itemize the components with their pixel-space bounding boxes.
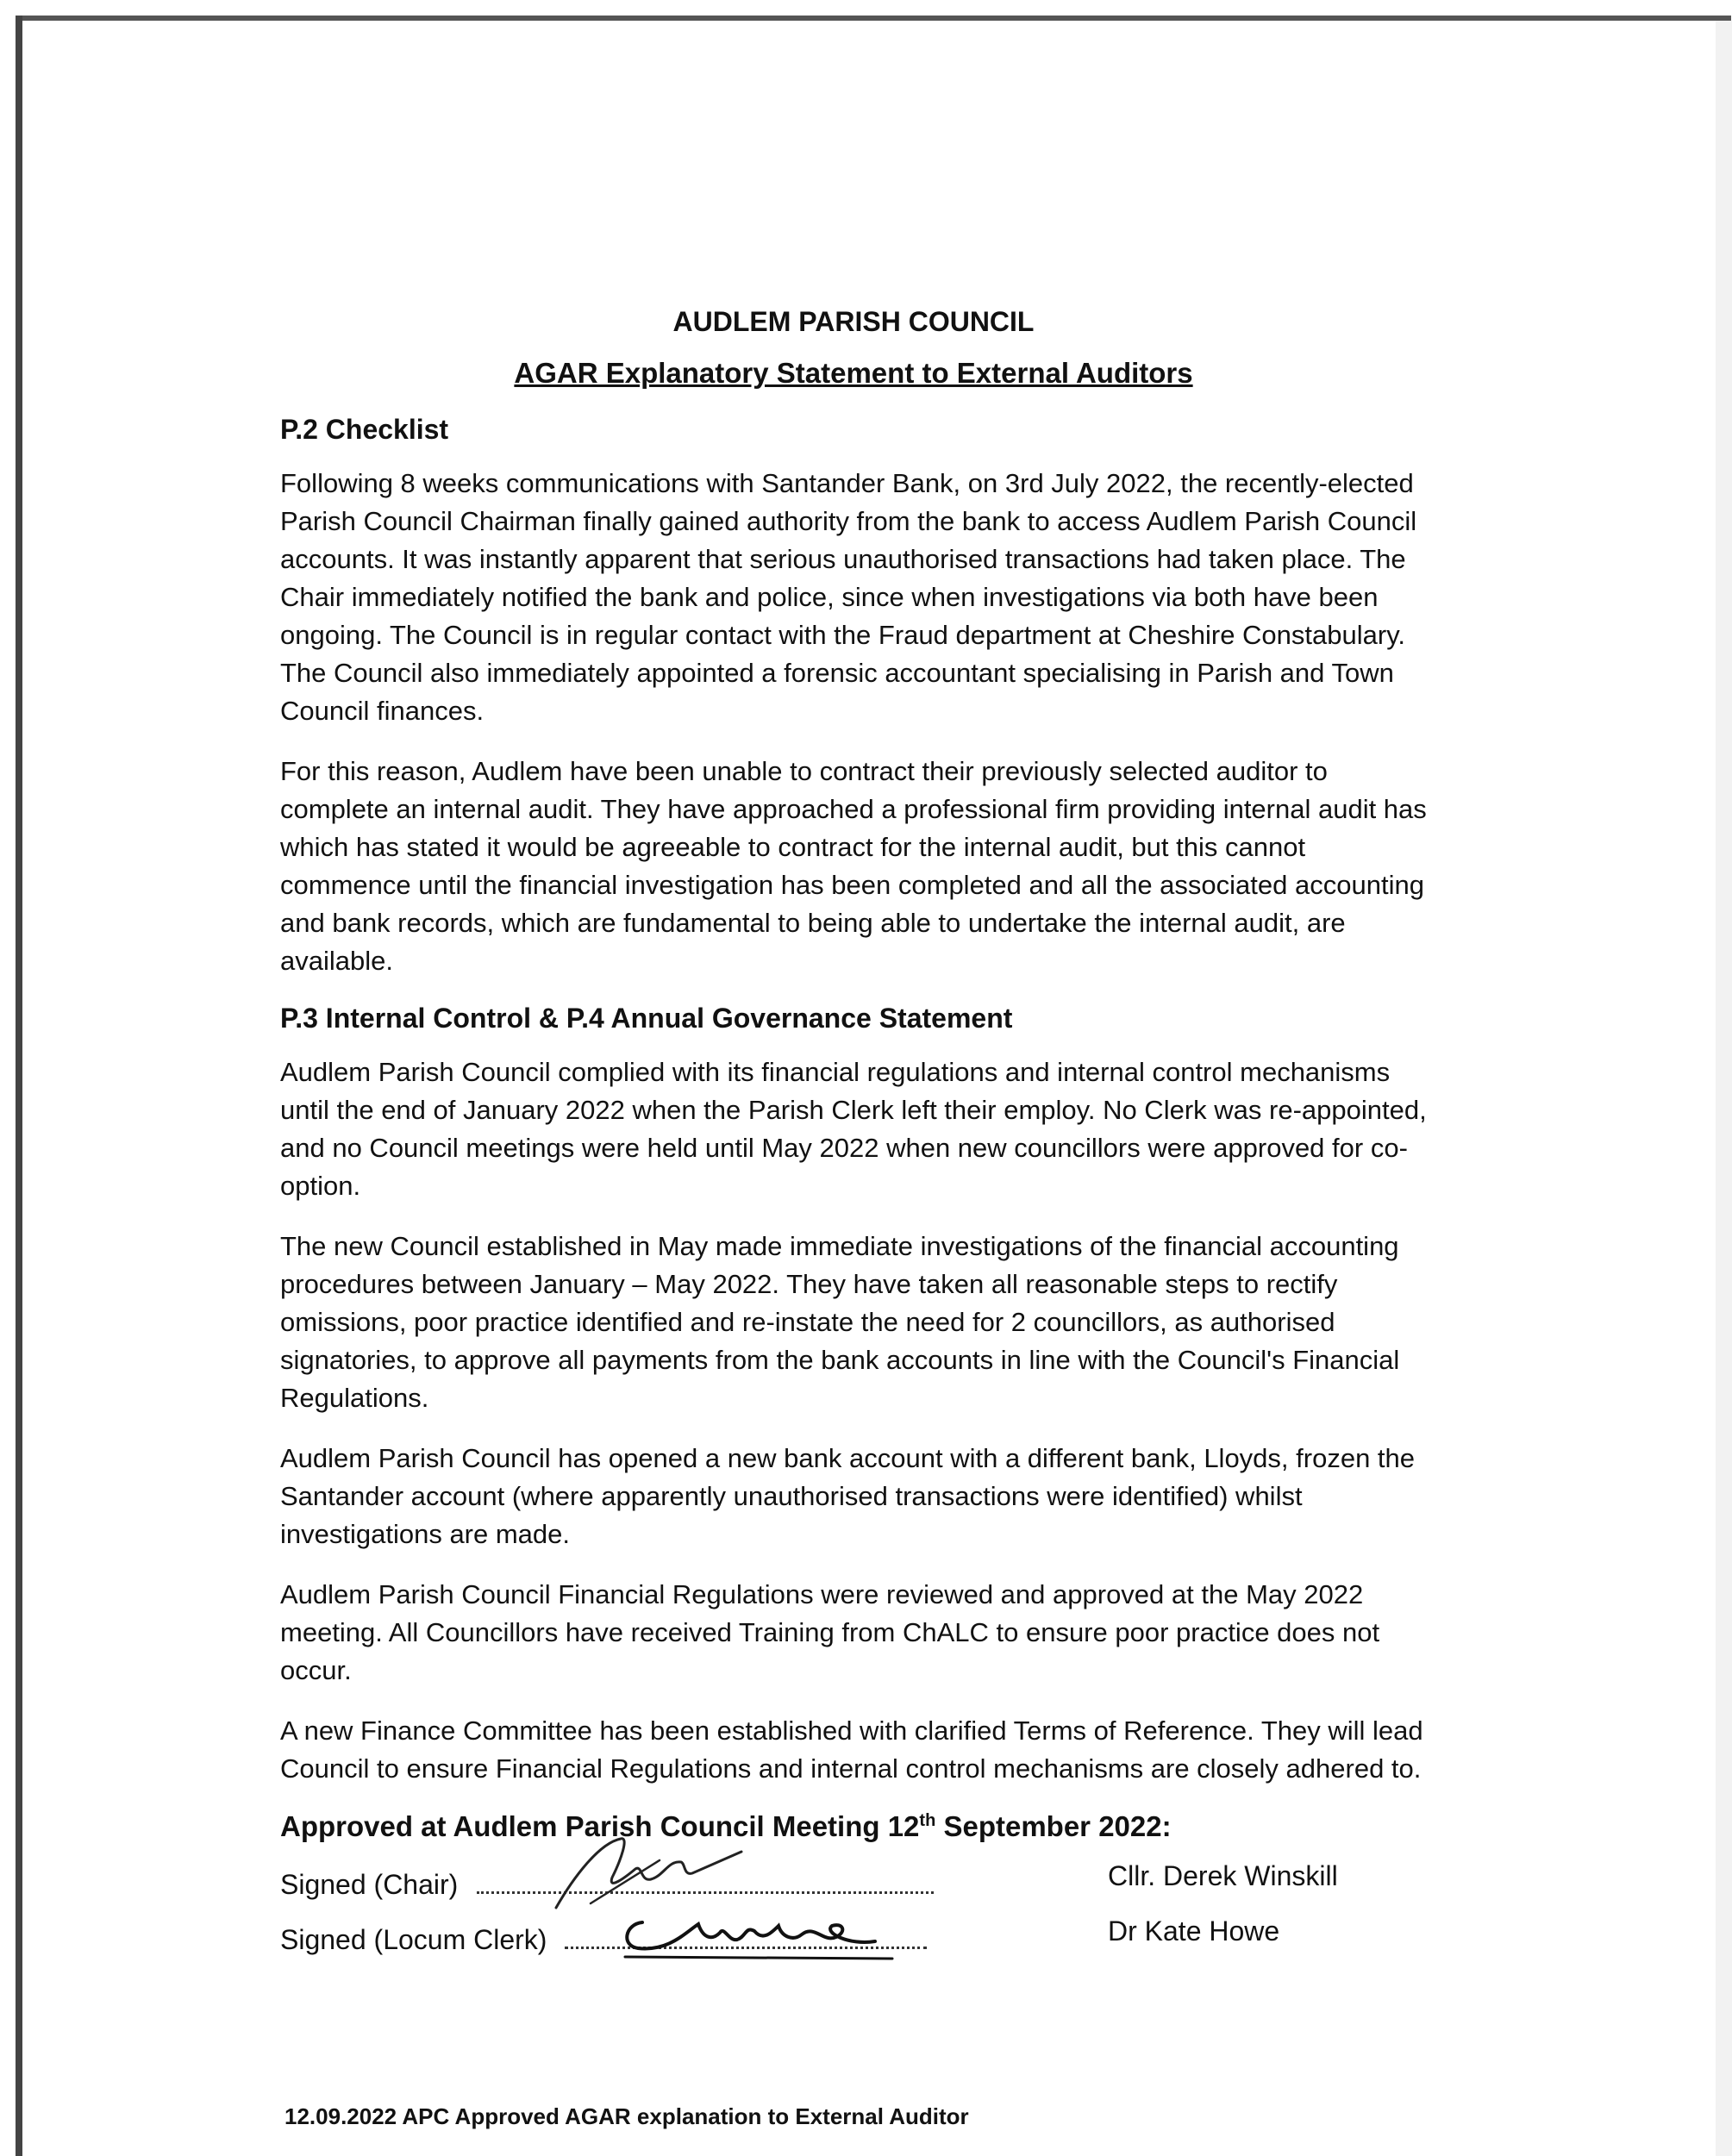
page-edge-shade	[1716, 21, 1732, 2156]
page-edge-left	[16, 16, 22, 2156]
paragraph: A new Finance Committee has been established with clarified Terms of Reference. They will lead Council to ensure Financial Regulations and internal control mechanisms are closely adhered to.	[280, 1715, 1423, 1784]
document-footer: 12.09.2022 APC Approved AGAR explanation to External Auditor	[284, 2103, 969, 2129]
chair-name: Cllr. Derek Winskill	[1108, 1860, 1338, 1891]
section-p2	[280, 414, 1427, 980]
document-body	[280, 306, 1427, 1971]
paragraph: Following 8 weeks communications with Santander Bank, on 3rd July 2022, the recently-elected Parish Council Chairman finally gained authority from the bank to access Audlem Parish Council accounts. It was instantly apparent that serious unauthorised transactions had taken place. The Chair immediately notified the bank and police, since when investigations via both have been ongoing. The Council is in regular contact with the Fraud department at Cheshire Constabulary. The Council also immediately appointed a forensic accountant specialising in Parish and Town Council finances.	[280, 468, 1417, 726]
paragraph: The new Council established in May made immediate investigations of the financial accounting procedures between January – May 2022. They have taken all reasonable steps to rectify omissions, poor practice identified and re-instate the need for 2 councillors, as authorised signatories, to approve all payments from the bank accounts in line with the Council's Financial Regulations.	[280, 1231, 1400, 1413]
section-heading: P.2 Checklist	[280, 414, 449, 445]
document-subtitle: AGAR Explanatory Statement to External Auditors	[514, 357, 1193, 389]
document-title: AUDLEM PARISH COUNCIL	[672, 306, 1035, 337]
paragraph: Audlem Parish Council complied with its financial regulations and internal control mechanisms until the end of January 2022 when the Parish Clerk left their employ. No Clerk was re-appointed, and no Council meetings were held until May 2022 when new councillors were approved for co-option.	[280, 1057, 1427, 1201]
signature-label: Signed (Locum Clerk)	[280, 1924, 547, 1955]
section-p3-p4	[280, 1003, 1427, 1788]
paragraph: Audlem Parish Council has opened a new bank account with a different bank, Lloyds, frozen the Santander account (where apparently unauthorised transactions were identified) whilst investigations are made.	[280, 1443, 1416, 1549]
section-heading: P.3 Internal Control & P.4 Annual Governance Statement	[280, 1003, 1013, 1034]
signature-row-clerk	[280, 1915, 1427, 1971]
clerk-name: Dr Kate Howe	[1108, 1915, 1280, 1947]
page-edge-top	[16, 16, 1731, 21]
approval-statement: Approved at Audlem Parish Council Meeting 12th September 2022:	[280, 1810, 1172, 1842]
paragraph: For this reason, Audlem have been unable to contract their previously selected auditor to complete an internal audit. They have approached a professional firm providing internal audit has which has stated it would be agreeable to contract for the internal audit, but this cannot commence until the financial investigation has been completed and all the associated accounting and bank records, which are fundamental to being able to undertake the internal audit, are available.	[280, 756, 1427, 976]
clerk-signature-image	[616, 1907, 901, 1972]
signature-label: Signed (Chair)	[280, 1869, 459, 1900]
paragraph: Audlem Parish Council Financial Regulations were reviewed and approved at the May 2022 meeting. All Councillors have received Training from ChALC to ensure poor practice does not occur.	[280, 1579, 1380, 1685]
